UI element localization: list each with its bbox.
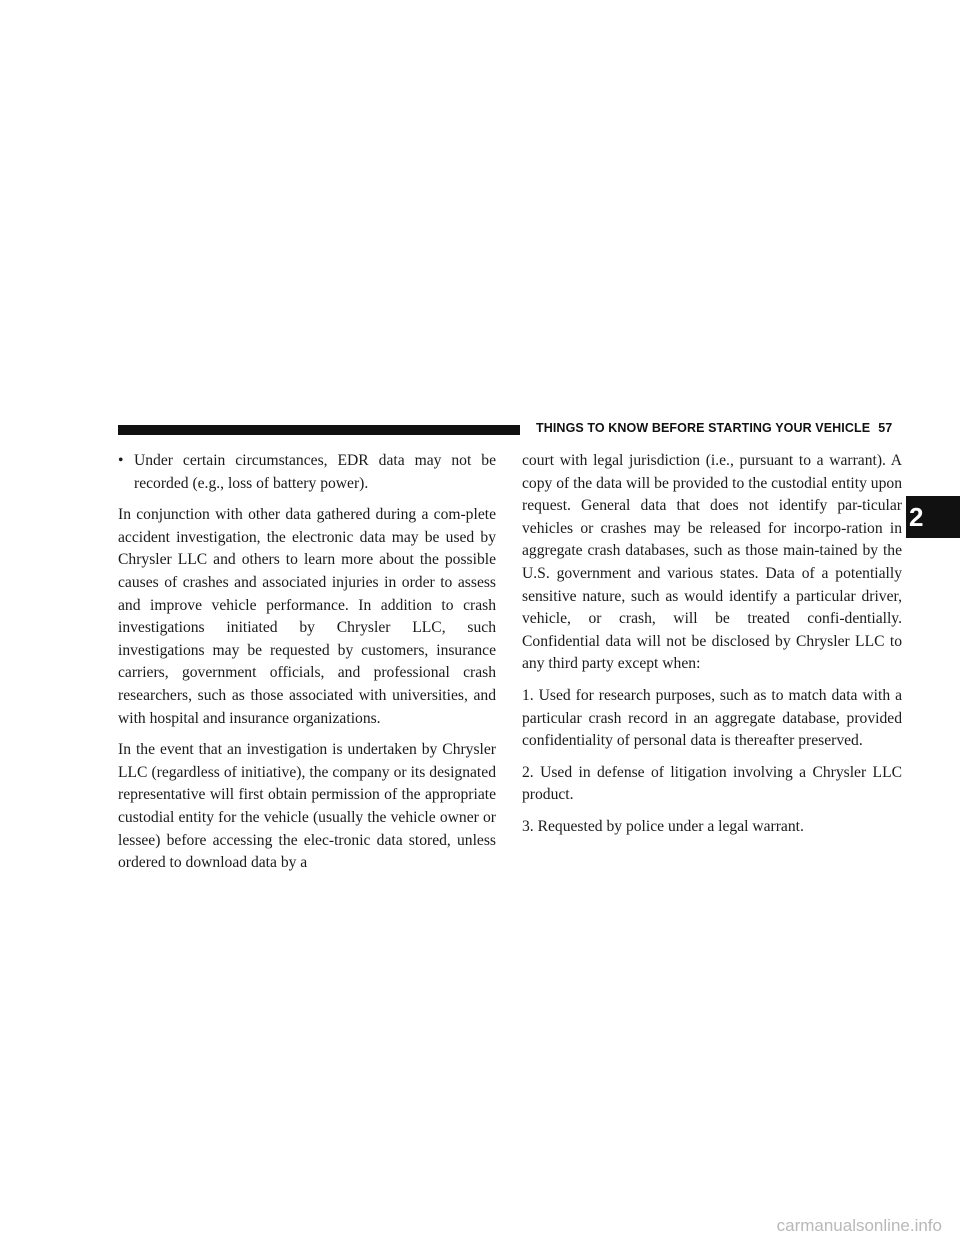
header-rule-bar bbox=[118, 425, 520, 435]
bullet-text: Under certain circumstances, EDR data may not be recorded (e.g., loss of battery power). bbox=[134, 452, 496, 492]
list-item-police: 3. Requested by police under a legal warrant. bbox=[522, 817, 804, 835]
left-column bbox=[118, 450, 496, 884]
chapter-tab: 2 bbox=[906, 496, 960, 538]
right-column bbox=[522, 450, 902, 848]
page-number: 57 bbox=[878, 421, 893, 435]
bullet-marker: • bbox=[118, 452, 124, 469]
bullet-item bbox=[118, 450, 496, 495]
watermark-text: carmanualsonline.info bbox=[776, 1216, 942, 1235]
paragraph-investigation: In the event that an investigation is undertaken by Chrysler LLC (regardless of initiative), the company or its designated representative will first obtain permission of the appropriate custodial entity for the vehicle (usually the vehicle owner or lessee) before accessing the elec-tronic data stored, unless ordered to download data by a bbox=[118, 741, 496, 872]
running-header bbox=[536, 421, 892, 435]
paragraph-data-usage: In conjunction with other data gathered during a com-plete accident investigation, the electronic data may be used by Chrysler LLC and others to learn more about the possible causes of crashes and associated injuries in order to assess and improve vehicle performance. In addition to crash investigations initiated by Chrysler LLC, such investigations may be requested by customers, insurance carriers, government officials, and professional crash researchers, such as those associated with universities, and with hospital and insurance organizations. bbox=[118, 506, 496, 727]
list-item-research: 1. Used for research purposes, such as to match data with a particular crash record in an aggregate database, provided confidentiality of personal data is thereafter preserved. bbox=[522, 686, 902, 750]
list-item-litigation: 2. Used in defense of litigation involving a Chrysler LLC product. bbox=[522, 763, 902, 804]
paragraph-confidentiality: court with legal jurisdiction (i.e., pursuant to a warrant). A copy of the data will be provided to the custodial entity upon request. General data that does not identify par-ticular vehicles or crashes may be released for incorpo-ration in aggregate crash databases, such as those main-tained by the U.S. government and various states. Data of a potentially sensitive nature, such as would identify a particular driver, vehicle, or crash, will be treated confi-dentially. Confidential data will not be disclosed by Chrysler LLC to any third party except when: bbox=[522, 452, 902, 673]
section-title: THINGS TO KNOW BEFORE STARTING YOUR VEHICLE bbox=[536, 421, 871, 435]
